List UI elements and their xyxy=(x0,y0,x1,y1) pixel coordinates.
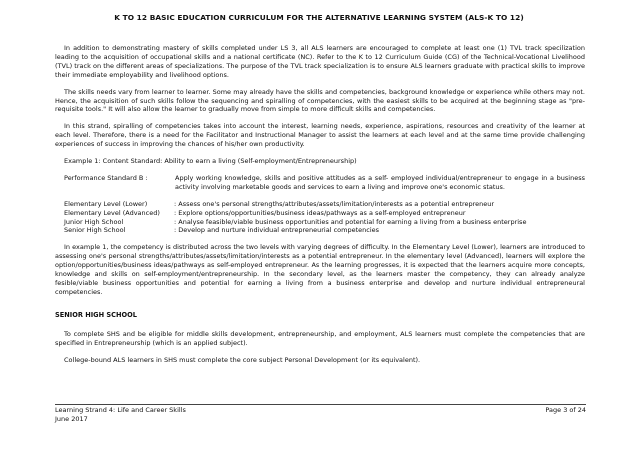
level-row xyxy=(55,218,585,227)
footer-date: June 2017 xyxy=(55,414,88,423)
example-content-standard: Example 1: Content Standard: Ability to earn a living (Self-employment/Entrepreneurship) xyxy=(64,157,357,166)
level-description: : Develop and nurture individual entrepreneurial competencies xyxy=(174,226,380,235)
page-title: K TO 12 BASIC EDUCATION CURRICULUM FOR THE ALTERNATIVE LEARNING SYSTEM (ALS-K TO 12) xyxy=(114,13,524,22)
section-heading: SENIOR HIGH SCHOOL xyxy=(55,310,137,319)
level-name: Elementary Level (Lower) xyxy=(64,199,148,208)
performance-standard xyxy=(55,174,585,192)
footer-divider xyxy=(55,404,586,405)
footer-left xyxy=(55,406,186,424)
level-row xyxy=(55,226,585,235)
page-number: Page 3 of 24 xyxy=(545,406,586,414)
paragraph-college-bound: College-bound ALS learners in SHS must complete the core subject Personal Development (or its equivalent). xyxy=(64,355,421,364)
level-name: Elementary Level (Advanced) xyxy=(64,208,160,217)
paragraph-skills-needs: The skills needs vary from learner to learner. Some may already have the skills and competencies, background knowledge or experience while others may not. Hence, the acquisition of such skills follow the sequencing and spiralling of competencies, with the easiest skills to be acquired at the beginning stage as "pre-requisite tools." It will also allow the learner to gradually move from simple to more difficult skills and competencies. xyxy=(55,87,585,114)
level-description: : Assess one's personal strengths/attributes/assets/limitation/interests as a potential entrepreneur xyxy=(174,199,495,208)
paragraph-example-explanation: In example 1, the competency is distributed across the two levels with varying degrees of difficulty. In the Elementary Level (Lower), learners are introduced to assessing one's personal strengths/attributes/assets/limitation/interests as a potential entrepreneur. In the elementary level (Advanced), learners will explore the option/opportunities/business ideas/pathways as self-employed entrepreneur. As the learning progresses, it is expected that the learners acquire more concepts, knowledge and skills on self-employment/entrepreneurship. In the secondary level, as the learners master the competency, they can already analyze fesible/viable business opportunities and potential for earning a living from a business enterprise and develop and nurture individual entrepreneural competencies. xyxy=(55,243,585,296)
level-row xyxy=(55,209,585,218)
level-description: : Explore options/opportunities/business ideas/pathways as a self-employed entrepreneur xyxy=(174,208,466,217)
document-body xyxy=(55,44,585,372)
paragraph-tvl-specialization: In addition to demonstrating mastery of skills completed under LS 3, all ALS learners are encouraged to complete at least one (1) TVL track specilization leading to the acquisition of occupational skills and a national certificate (NC). Refer to the K to 12 Curriculum Guide (CG) of the Technical-Vocational Livelihood (TVL) track on the different areas of specializations. The purpose of the TVL track specialization is to ensure ALS learners graduate with practical skills to improve their immediate employability and livelihood options. xyxy=(55,44,585,79)
level-description: : Analyse feasible/viable business opportunities and potential for earning a living from a business enterprise xyxy=(174,217,527,226)
level-list xyxy=(55,200,585,236)
footer-strand-title: Learning Strand 4: Life and Career Skills xyxy=(55,406,186,414)
page-footer xyxy=(55,406,586,424)
paragraph-shs-requirements: To complete SHS and be eligible for middle skills development, entrepreneurship, and employment, ALS learners must complete the competencies that are specified in Entrepreneurship (which is an applied subject). xyxy=(55,329,585,347)
performance-standard-text: Apply working knowledge, skills and positive attitudes as a self- employed individual/entrepreneur to engage in a business activity involving marketable goods and services to earn a living and improve one's economic status. xyxy=(175,173,585,191)
level-row xyxy=(55,200,585,209)
paragraph-spiralling: In this strand, spiralling of competencies takes into account the interest, learning needs, experience, aspirations, resources and creativity of the learner at each level. Therefore, there is a need for the Facilitator and Instructional Manager to assist the learners at each level and at the same time provide challenging experiences of success in improving the chances of his/her own productivity. xyxy=(55,122,585,149)
performance-standard-label: Performance Standard B : xyxy=(64,173,148,182)
level-name: Junior High School xyxy=(64,217,124,226)
level-name: Senior High School xyxy=(64,226,126,235)
